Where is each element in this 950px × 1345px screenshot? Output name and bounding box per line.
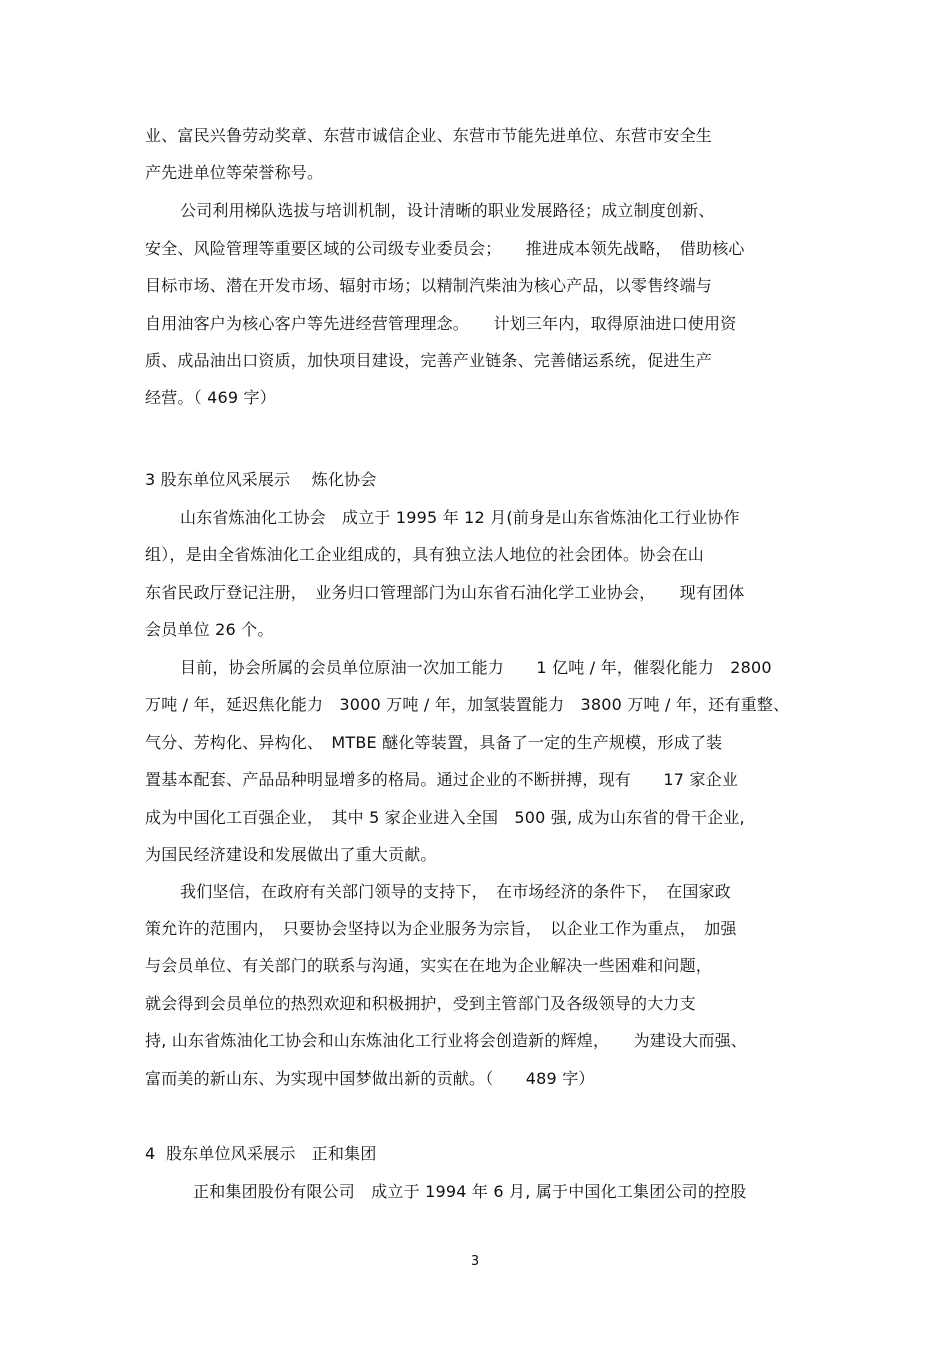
text-line: 策允许的范围内， 只要协会坚持以为企业服务为宗旨， 以企业工作为重点， 加强	[145, 919, 737, 938]
section-heading: 3 股东单位风采展示 炼化协会	[145, 470, 377, 489]
text-line: 东省民政厅登记注册， 业务归口管理部门为山东省石油化学工业协会， 现有团体	[145, 583, 745, 602]
paragraph-start-line: 山东省炼油化工协会 成立于 1995 年 12 月(前身是山东省炼油化工行业协作	[180, 508, 740, 527]
text-line: 与会员单位、有关部门的联系与沟通，实实在在地为企业解决一些困难和问题，	[145, 956, 713, 975]
paragraph-start-line: 目前，协会所属的会员单位原油一次加工能力 1 亿吨 / 年，催裂化能力 2800	[180, 658, 772, 677]
text-line: 质、成品油出口资质，加快项目建设，完善产业链条、完善储运系统，促进生产	[145, 351, 713, 370]
text-line: 富而美的新山东、为实现中国梦做出新的贡献。（ 489 字）	[145, 1069, 595, 1088]
paragraph-start-line: 我们坚信，在政府有关部门领导的支持下， 在市场经济的条件下， 在国家政	[180, 882, 732, 901]
text-line: 目标市场、潜在开发市场、辐射市场；以精制汽柴油为核心产品，以零售终端与	[145, 276, 713, 295]
text-line: 气分、芳构化、异构化、 MTBE 醚化等装置，具备了一定的生产规模，形成了装	[145, 733, 723, 752]
text-line: 经营。（ 469 字）	[145, 388, 276, 407]
text-line: 会员单位 26 个。	[145, 620, 274, 639]
section-heading: 4 股东单位风采展示 正和集团	[145, 1144, 377, 1163]
text-line: 产先进单位等荣誉称号。	[145, 163, 324, 182]
text-line: 为国民经济建设和发展做出了重大贡献。	[145, 845, 437, 864]
text-line: 置基本配套、产品品种明显增多的格局。通过企业的不断拼搏，现有 17 家企业	[145, 770, 739, 789]
text-line: 业、富民兴鲁劳动奖章、东营市诚信企业、东营市节能先进单位、东营市安全生	[145, 126, 713, 145]
text-line: 组），是由全省炼油化工企业组成的，具有独立法人地位的社会团体。协会在山	[145, 545, 705, 564]
text-line: 就会得到会员单位的热烈欢迎和积极拥护，受到主管部门及各级领导的大力支	[145, 994, 696, 1013]
paragraph-start-line: 正和集团股份有限公司 成立于 1994 年 6 月, 属于中国化工集团公司的控股	[193, 1182, 747, 1201]
text-line: 万吨 / 年，延迟焦化能力 3000 万吨 / 年，加氢装置能力 3800 万吨 / 年，还有重整、	[145, 695, 790, 714]
text-line: 安全、风险管理等重要区域的公司级专业委员会； 推进成本领先战略， 借助核心	[145, 239, 745, 258]
paragraph-start-line: 公司利用梯队选拔与培训机制，设计清晰的职业发展路径；成立制度创新、	[180, 201, 715, 220]
text-line: 持, 山东省炼油化工协会和山东炼油化工行业将会创造新的辉煌， 为建设大而强、	[145, 1031, 747, 1050]
text-line: 成为中国化工百强企业， 其中 5 家企业进入全国 500 强, 成为山东省的骨干企业,	[145, 808, 745, 827]
page-number: 3	[470, 1254, 480, 1269]
text-line: 自用油客户为核心客户等先进经营管理理念。 计划三年内，取得原油进口使用资	[145, 314, 737, 333]
